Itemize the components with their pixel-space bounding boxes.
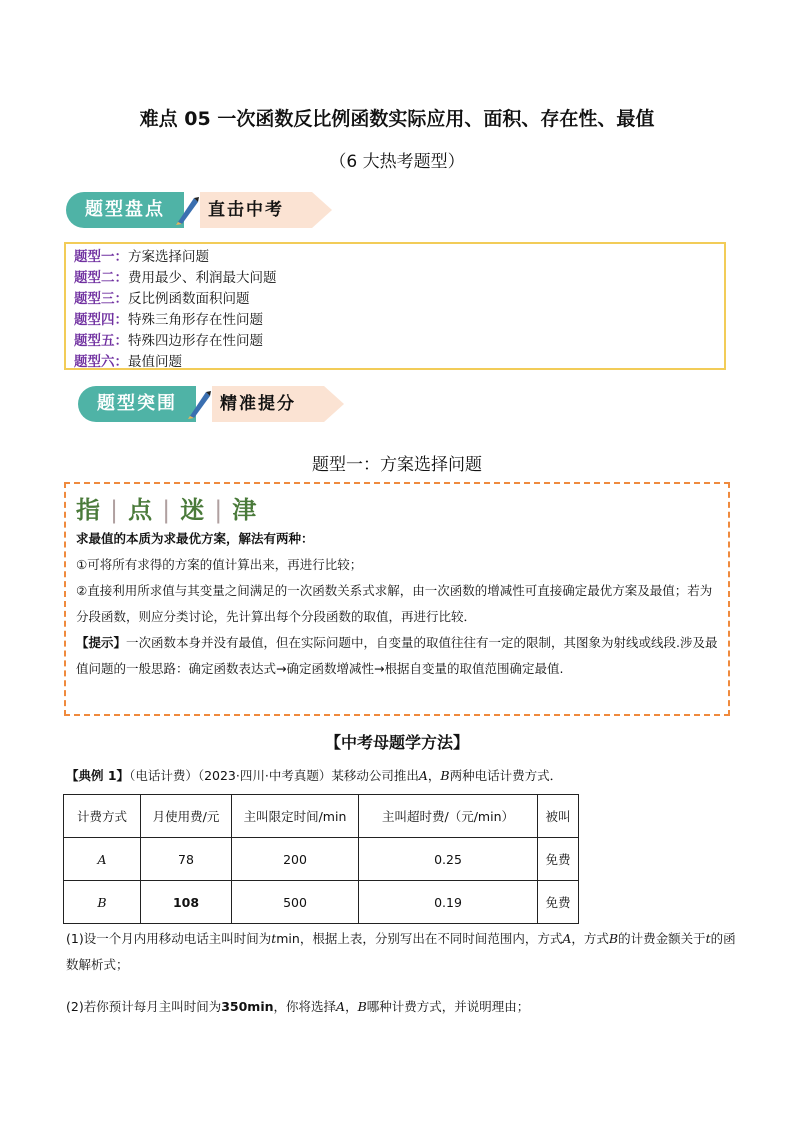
table-header: 月使用费/元 [141,795,232,838]
fee-table [63,794,579,924]
table-header: 主叫超时费/（元/min） [359,795,538,838]
table-cell: 108 [141,881,232,924]
banner-breakthrough-left: 题型突围 [78,386,196,422]
tips-point-2: ②直接利用所求值与其变量之间满足的一次函数关系式求解，由一次函数的增减性可直接确定最优方案及最值；若为分段函数，则应分类讨论，先计算出每个分段函数的取值，再进行比较． [76,583,713,624]
tips-heading: 指 | 点 | 迷 | 津 [76,496,259,524]
table-cell: 500 [232,881,359,924]
table-row [64,838,579,881]
pen-icon [184,388,212,420]
table-cell: 200 [232,838,359,881]
page-subtitle: （6 大热考题型） [329,152,465,172]
banner-arrow [324,386,344,422]
banner-overview-right: 直击中考 [200,192,312,228]
tips-hint: 【提示】一次函数本身并没有最值，但在实际问题中，自变量的取值往往有一定的限制，其图象为射线或线段.涉及最值问题的一般思路：确定函数表达式→确定函数增减性→根据自变量的取值范围确定最值. [76,635,718,676]
table-cell: B [64,881,141,924]
question-1: (1)设一个月内用移动电话主叫时间为tmin，根据上表，分别写出在不同时间范围内，方式A，方式B的计费金额关于t的函数解析式； [66,931,736,972]
table-header: 被叫 [538,795,579,838]
table-cell: 免费 [538,881,579,924]
method-heading: 【中考母题学方法】 [324,733,469,752]
banner-breakthrough-right: 精准提分 [212,386,324,422]
banner-arrow [312,192,332,228]
topic-index [64,242,726,370]
table-cell: 免费 [538,838,579,881]
table-header-row [64,795,579,838]
table-cell: 78 [141,838,232,881]
index-item: 题型六：最值问题 [74,354,182,370]
example-intro: 【典例 1】（电话计费）（2023·四川·中考真题）某移动公司推出A，B两种电话计费方式． [66,768,563,783]
index-item: 题型一：方案选择问题 [74,249,209,265]
page-title: 难点 05 一次函数反比例函数实际应用、面积、存在性、最值 [139,108,655,130]
table-cell: A [64,838,141,881]
table-header: 主叫限定时间/min [232,795,359,838]
banner-overview-left: 题型盘点 [66,192,184,228]
table-cell: 0.25 [359,838,538,881]
tips-intro: 求最值的本质为求最优方案，解法有两种： [76,531,314,546]
pen-icon [172,194,200,226]
table-cell: 0.19 [359,881,538,924]
index-item: 题型五：特殊四边形存在性问题 [74,333,263,349]
table-header: 计费方式 [64,795,141,838]
section-heading: 题型一：方案选择问题 [312,455,482,475]
index-item: 题型四：特殊三角形存在性问题 [74,312,263,328]
tips-point-1: ①可将所有求得的方案的值计算出来，再进行比较； [76,557,363,572]
index-item: 题型三：反比例函数面积问题 [74,291,250,307]
tips-box [64,482,730,716]
table-row [64,881,579,924]
index-item: 题型二：费用最少、利润最大问题 [74,270,277,286]
question-2: (2)若你预计每月主叫时间为350min，你将选择A，B哪种计费方式，并说明理由； [66,999,530,1014]
